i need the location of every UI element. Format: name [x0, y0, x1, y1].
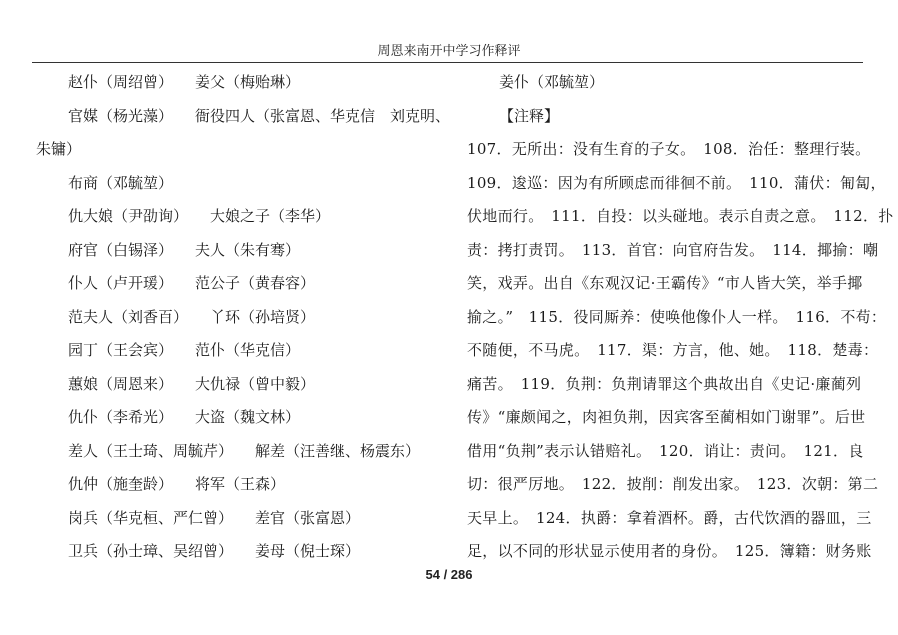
note-line: 笑，戏弄。出自《东观汉记·王霸传》“市人皆大笑，举手揶 — [467, 274, 863, 292]
cast-entry: 大娘之子（李华） — [210, 207, 331, 225]
note-line: 不随便，不马虎。 117．渠：方言，他、她。 118．楚毒： — [467, 341, 879, 359]
note-line: 足，以不同的形状显示使用者的身份。 125．簿籍：财务账 — [467, 542, 872, 560]
cast-entry: 仇仲（施奎龄） — [68, 475, 174, 493]
running-header: 周恩来南开中学习作释评 — [377, 44, 521, 59]
page-number: 54 / 286 — [425, 567, 473, 582]
cast-entry: 布商（邓毓堃） — [68, 173, 174, 192]
cast-entry: 赵仆（周绍曾） — [68, 73, 174, 91]
cast-entry: 仇仆（李希光） — [68, 408, 174, 426]
header-rule — [32, 62, 863, 63]
cast-entry: 解差（汪善继、杨震东） — [255, 441, 421, 460]
cast-entry: 园丁（王会宾） — [68, 341, 174, 359]
cast-entry: 蕙娘（周恩来） — [68, 374, 174, 393]
cast-entry: 大仇禄（曾中毅） — [195, 374, 316, 393]
cast-entry: 姜仆（邓毓堃） — [499, 73, 605, 91]
cast-line — [36, 133, 446, 167]
cast-entry: 范公子（黄春容） — [195, 274, 316, 292]
note-line: 伏地而行。 111．自投：以头碰地。表示自责之意。 112．扑 — [467, 207, 894, 225]
cast-entry: 丫环（孙培贤） — [210, 307, 316, 326]
cast-entry: 范夫人（刘香百） — [68, 307, 189, 326]
cast-entry: 岗兵（华克桓、严仁曾） — [68, 508, 234, 527]
note-line: 痛苦。 119．负荆：负荆请罪这个典故出自《史记·廉蔺列 — [467, 374, 862, 393]
cast-line — [36, 100, 451, 134]
cast-entry: 姜母（倪士琛） — [255, 542, 361, 560]
note-line: 109．逡巡：因为有所顾虑而徘徊不前。 110．蒲伏：匍匐， — [467, 173, 886, 192]
note-line: 切：很严厉地。 122．披削：削发出家。 123．次朝：第二 — [467, 475, 879, 493]
cast-entry: 夫人（朱有骞） — [195, 240, 301, 259]
cast-entry: 朱镛） — [36, 140, 82, 158]
notes-heading: 【注释】 — [499, 106, 560, 125]
cast-line — [36, 401, 446, 435]
cast-line — [36, 301, 446, 335]
note-line: 借用“负荆”表示认错赔礼。 120．诮让：责问。 121．良 — [467, 441, 864, 460]
cast-line — [36, 468, 446, 502]
cast-entry: 衙役四人（张富恩、华克信 刘克明、 — [195, 106, 451, 125]
cast-entry: 仇大娘（尹劭询） — [68, 207, 189, 225]
note-line: 传》“廉颇闻之，肉袒负荆，因宾客至蔺相如门谢罪”。后世 — [467, 408, 866, 426]
note-line: 天早上。 124．执爵：拿着酒杯。爵，古代饮酒的器皿，三 — [467, 508, 872, 527]
cast-line — [36, 535, 446, 569]
cast-line — [36, 435, 446, 469]
cast-line — [36, 66, 446, 100]
cast-entry: 将军（王森） — [195, 475, 286, 493]
cast-line — [36, 502, 446, 536]
cast-line — [36, 368, 446, 402]
cast-line — [36, 167, 446, 201]
cast-entry: 姜父（梅贻琳） — [195, 73, 301, 91]
cast-line — [36, 200, 446, 234]
note-line: 责：拷打责罚。 113．首官：向官府告发。 114．揶揄：嘲 — [467, 240, 879, 259]
notes-column — [467, 66, 894, 569]
cast-entry: 差人（王士琦、周毓芹） — [68, 441, 234, 460]
cast-line — [36, 334, 446, 368]
note-line: 107．无所出：没有生育的子女。 108．治任：整理行装。 — [467, 140, 871, 158]
cast-entry: 官媒（杨光藻） — [68, 106, 174, 125]
cast-entry: 卫兵（孙士璋、吴绍曾） — [68, 542, 234, 560]
cast-entry: 大盗（魏文林） — [195, 408, 301, 426]
cast-entry: 仆人（卢开瑗） — [68, 274, 174, 292]
cast-line — [36, 267, 446, 301]
cast-line — [36, 234, 446, 268]
cast-list-column — [36, 66, 451, 569]
cast-entry: 范仆（华克信） — [195, 341, 301, 359]
cast-entry: 府官（白锡泽） — [68, 240, 174, 259]
cast-entry: 差官（张富恩） — [255, 508, 361, 527]
note-line: 揄之。” 115．役同厮养：使唤他像仆人一样。 116．不苟： — [467, 307, 887, 326]
